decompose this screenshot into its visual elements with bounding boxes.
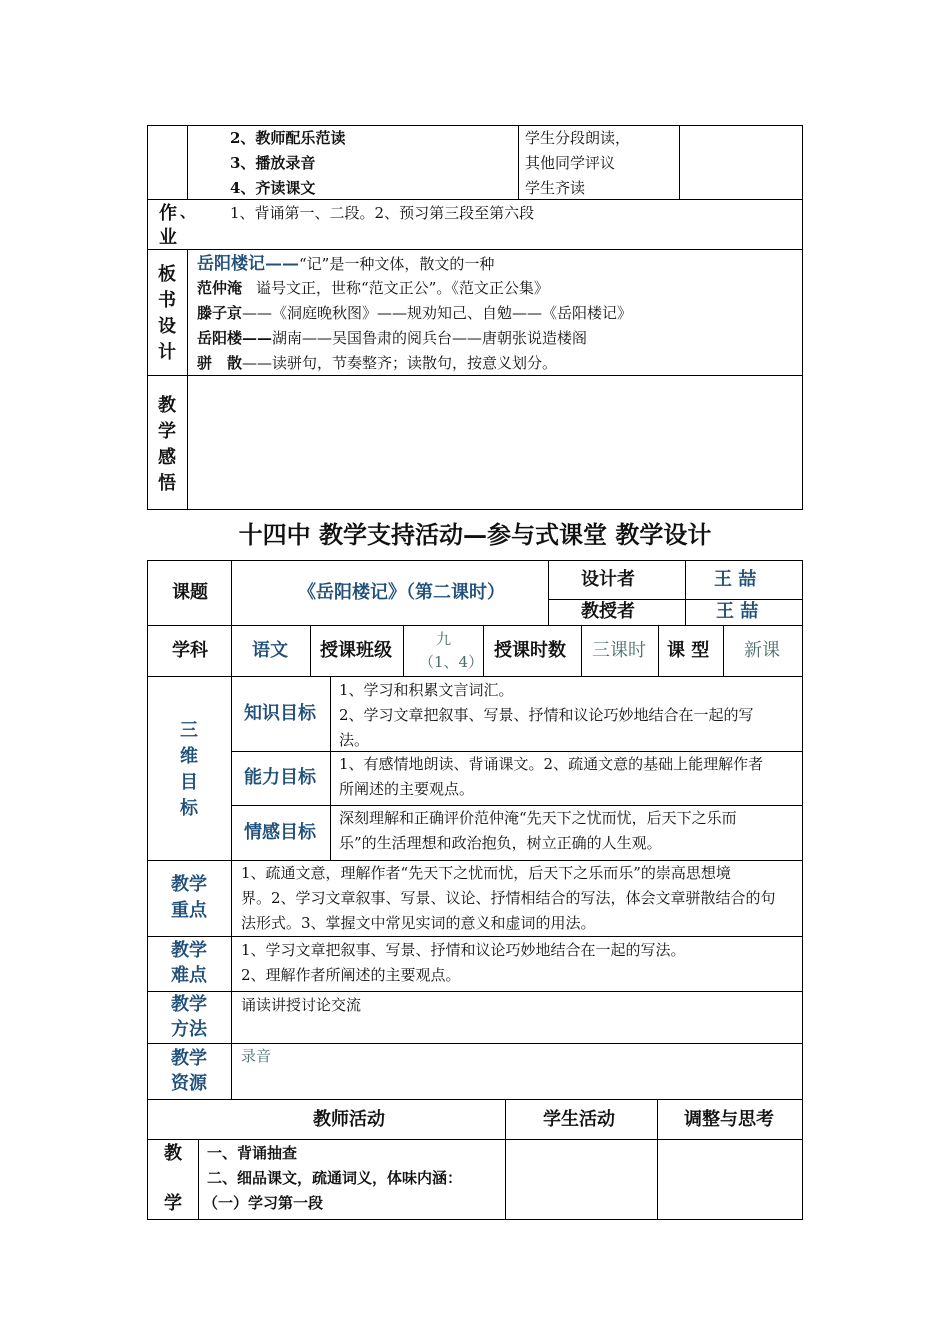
- hours-label: 授课时数: [494, 640, 566, 661]
- subject-label: 学科: [172, 640, 208, 661]
- designer-value: 王 喆: [714, 569, 757, 590]
- focus-label: 教学: [171, 874, 207, 895]
- type-label: 课 型: [667, 640, 710, 661]
- method-label: 方法: [171, 1019, 207, 1040]
- focus-line: 1、疏通文意，理解作者“先天下之忧而忧，后天下之乐而乐”的崇高思想境: [241, 864, 731, 882]
- knowledge-line: 2、学习文章把叙事、写景、抒情和议论巧妙地结合在一起的写: [339, 706, 754, 724]
- ability-label: 能力目标: [244, 767, 316, 788]
- blackboard-line: 滕子京——《洞庭晚秋图》——规劝知己、自勉——《岳阳楼记》: [197, 304, 633, 322]
- teacher-value: 王 喆: [716, 601, 759, 622]
- page-title: 十四中 教学支持活动—参与式课堂 教学设计: [238, 520, 712, 549]
- reflection-label: 教 学 感 悟: [158, 395, 176, 494]
- resource-label: 资源: [171, 1073, 207, 1094]
- knowledge-label: 知识目标: [244, 703, 316, 724]
- student-row: 学生分段朗读，: [525, 129, 631, 147]
- process-label: 学: [164, 1193, 182, 1214]
- homework-label-sep: 、: [180, 203, 196, 221]
- process-label: 教: [164, 1143, 182, 1164]
- subject-value: 语文: [252, 640, 288, 661]
- hours-value: 三课时: [592, 640, 646, 661]
- class-label: 授课班级: [320, 640, 392, 661]
- goals-label: 三 维 目 标: [180, 720, 198, 819]
- blackboard-line: 骈 散——读骈句，节奏整齐；读散句，按意义划分。: [197, 354, 558, 372]
- focus-line: 法形式。3、掌握文中常见实词的意义和虚词的用法。: [241, 914, 596, 932]
- blackboard-line: 岳阳楼——湖南——吴国鲁肃的阅兵台——唐朝张说造楼阁: [197, 329, 588, 347]
- homework-label: 作: [159, 203, 177, 224]
- ability-line: 所阐述的主要观点。: [339, 780, 475, 798]
- homework-text: 1、背诵第一、二段。2、预习第三段至第六段: [230, 204, 535, 222]
- adjustment-header: 调整与思考: [684, 1109, 774, 1130]
- emotion-line: 深刻理解和正确评价范仲淹“先天下之忧而忧，后天下之乐而: [339, 809, 737, 827]
- homework-label: 业: [159, 227, 177, 248]
- process-line: 一、背诵抽查: [207, 1144, 298, 1162]
- step-row: 2、教师配乐范读: [230, 129, 346, 147]
- knowledge-line: 1、学习和积累文言词汇。: [339, 681, 514, 699]
- process-line: （一）学习第一段: [203, 1194, 324, 1212]
- teacher-activity-header: 教师活动: [313, 1109, 385, 1130]
- step-row: 3、播放录音: [230, 154, 316, 172]
- type-value: 新课: [744, 640, 780, 661]
- step-row: 4、齐读课文: [230, 179, 316, 197]
- difficulty-label: 难点: [171, 965, 207, 986]
- student-row: 其他同学评议: [525, 154, 616, 172]
- process-line: 二、细品课文，疏通词义，体味内涵：: [207, 1169, 463, 1187]
- blackboard-label: 板 书 设 计: [158, 264, 176, 363]
- difficulty-line: 1、学习文章把叙事、写景、抒情和议论巧妙地结合在一起的写法。: [241, 941, 686, 959]
- ability-line: 1、有感情地朗读、背诵课文。2、疏通文意的基础上能理解作者: [339, 755, 764, 773]
- topic-label: 课题: [172, 582, 208, 603]
- method-value: 诵读讲授讨论交流: [241, 996, 362, 1014]
- difficulty-line: 2、理解作者所阐述的主要观点。: [241, 966, 461, 984]
- topic-value: 《岳阳楼记》（第二课时）: [298, 582, 505, 603]
- method-label: 教学: [171, 994, 207, 1015]
- designer-label: 设计者: [581, 569, 635, 590]
- resource-label: 教学: [171, 1048, 207, 1069]
- focus-label: 重点: [171, 900, 207, 921]
- blackboard-line: 岳阳楼记——“记”是一种文体，散文的一种: [197, 254, 495, 274]
- emotion-line: 乐”的生活理想和政治抱负，树立正确的人生观。: [339, 834, 662, 852]
- student-activity-header: 学生活动: [543, 1109, 615, 1130]
- knowledge-line: 法。: [339, 731, 370, 749]
- teacher-label: 教授者: [581, 601, 635, 622]
- emotion-label: 情感目标: [244, 822, 316, 843]
- difficulty-label: 教学: [171, 940, 207, 961]
- class-value: （1、4）: [419, 653, 484, 671]
- resource-value: 录音: [241, 1047, 272, 1065]
- blackboard-line: 范仲淹 谥号文正，世称“范文正公”。《范文正公集》: [197, 279, 549, 297]
- class-value: 九: [436, 630, 452, 648]
- student-row: 学生齐读: [525, 179, 586, 197]
- focus-line: 界。2、学习文章叙事、写景、议论、抒情相结合的写法，体会文章骈散结合的句: [241, 889, 776, 907]
